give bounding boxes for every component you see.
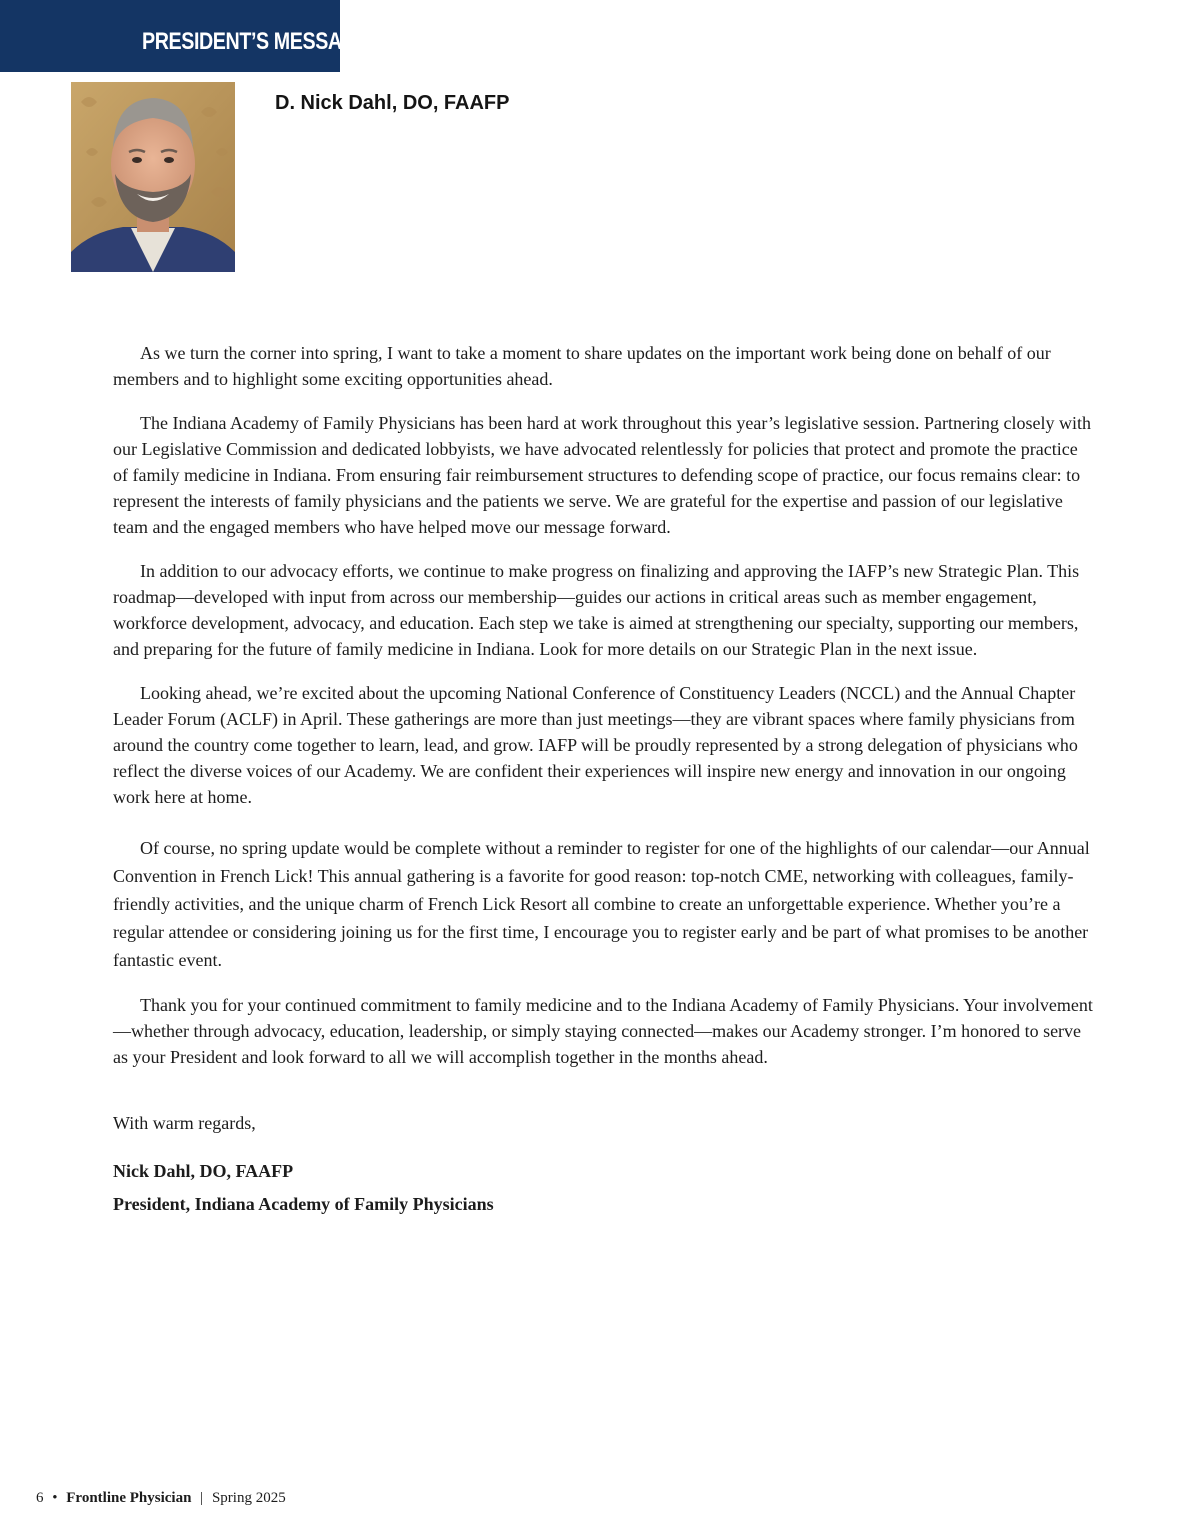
section-title: PRESIDENT’S MESSAGE — [142, 28, 370, 55]
page-number: 6 — [36, 1490, 44, 1506]
paragraph-strategic-plan: In addition to our advocacy efforts, we continue to make progress on finalizing and approving the IAFP’s new Strategic Plan. This roadmap—developed with input from across our membership—guides our actions in critical areas such as member engagement, workforce development, advocacy, and education. Each step we take is aimed at strengthening our specialty, supporting our members, and preparing for the future of family medicine in Indiana. Look for more details on our Strategic Plan in the next issue. — [113, 561, 1080, 659]
paragraph-convention: Of course, no spring update would be complete without a reminder to register for one of the highlights of our calendar—our Annual Convention in French Lick! This annual gathering is a favorite for good reason: top-notch CME, networking with colleagues, family-friendly activities, and the unique charm of French Lick Resort all combine to create an unforgettable experience. Whether you’re a regular attendee or considering joining us for the first time, I encourage you to register early and be part of what promises to be another fantastic event. — [113, 838, 1090, 970]
publication-name: Frontline Physician — [66, 1490, 192, 1506]
article-body — [113, 340, 1093, 1217]
page-footer — [36, 1490, 286, 1507]
section-header-band — [0, 0, 370, 72]
author-photo — [71, 82, 235, 272]
author-name: D. Nick Dahl, DO, FAAFP — [275, 92, 510, 114]
closing-line: With warm regards, — [113, 1113, 256, 1133]
signature-title: President, Indiana Academy of Family Physicians — [113, 1194, 494, 1214]
footer-separator: | — [200, 1490, 204, 1506]
paragraph-nccl-aclf: Looking ahead, we’re excited about the upcoming National Conference of Constituency Leaders (NCCL) and the Annual Chapter Leader Forum (ACLF) in April. These gatherings are more than just meetings—they are vibrant spaces where family physicians from around the country come together to learn, lead, and grow. IAFP will be proudly represented by a strong delegation of physicians who reflect the diverse voices of our Academy. We are confident their experiences will inspire new energy and innovation in our ongoing work here at home. — [113, 683, 1078, 807]
signature-name: Nick Dahl, DO, FAAFP — [113, 1161, 294, 1181]
paragraph-thank-you: Thank you for your continued commitment to family medicine and to the Indiana Academy of Family Physicians. Your involvement—whether through advocacy, education, leadership, or simply staying connected—makes our Academy stronger. I’m honored to serve as your President and look forward to all we will accomplish together in the months ahead. — [113, 995, 1093, 1067]
paragraph-legislative: The Indiana Academy of Family Physicians has been hard at work throughout this year’s legislative session. Partnering closely with our Legislative Commission and dedicated lobbyists, we have advocated relentlessly for policies that protect and promote the practice of family medicine in Indiana. From ensuring fair reimbursement structures to defending scope of practice, our focus remains clear: to represent the interests of family physicians and the patients we serve. We are grateful for the expertise and passion of our legislative team and the engaged members who have helped move our message forward. — [113, 413, 1091, 537]
footer-bullet: • — [52, 1490, 58, 1506]
issue-date: Spring 2025 — [211, 1490, 286, 1506]
paragraph-intro: As we turn the corner into spring, I want to take a moment to share updates on the important work being done on behalf of our members and to highlight some exciting opportunities ahead. — [113, 343, 1051, 389]
